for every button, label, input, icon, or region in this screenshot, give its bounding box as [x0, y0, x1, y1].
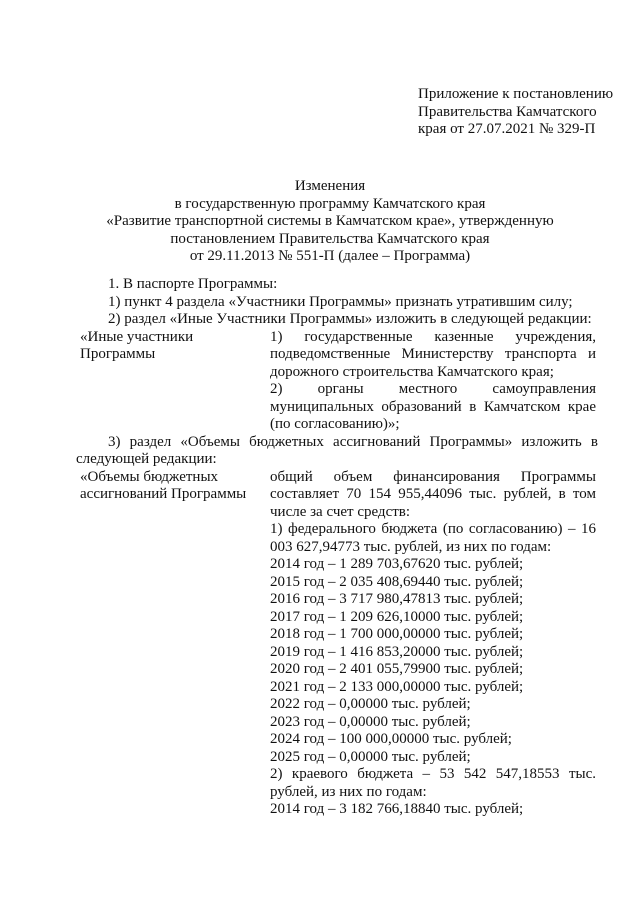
title-line-4: постановлением Правительства Камчатского края: [170, 230, 490, 247]
table-budget: [76, 469, 598, 819]
participant-item-2: 2) органы местного самоуправления муниципальных образований в Камчатском крае (по согласованию)»;: [270, 381, 596, 432]
approval-block: [418, 86, 633, 139]
budget-year-line: 2018 год – 1 700 000,00000 тыс. рублей;: [270, 626, 524, 642]
approval-line-2: Правительства Камчатского: [418, 103, 597, 120]
budget-year-line: 2019 год – 1 416 853,20000 тыс. рублей;: [270, 643, 524, 660]
table-label-other-participants: «Иные участники Программы: [80, 328, 194, 362]
document-title: [60, 178, 600, 266]
table-value-other-participants: [270, 329, 596, 434]
budget-regional: 2) краевого бюджета – 53 542 547,18553 тыс. рублей, из них по годам:: [270, 766, 596, 800]
budget-year-line: 2017 год – 1 209 626,10000 тыс. рублей;: [270, 608, 524, 625]
section-1-heading: 1. В паспорте Программы:: [108, 276, 278, 292]
document-body: [76, 276, 598, 819]
participant-item-1: 1) государственные казенные учреждения, подведомственные Министерству транспорта и дорожного строительства Камчатского края;: [270, 328, 596, 380]
budget-year-line: 2022 год – 0,00000 тыс. рублей;: [270, 696, 471, 712]
budget-year-line: 2020 год – 2 401 055,79900 тыс. рублей;: [270, 661, 524, 677]
budget-year-line: 2021 год – 2 133 000,00000 тыс. рублей;: [270, 678, 524, 695]
budget-year-line: 2014 год – 1 289 703,67620 тыс. рублей;: [270, 556, 524, 572]
title-line-5: от 29.11.2013 № 551-П (далее – Программа): [189, 248, 471, 264]
budget-regional-year-line: 2014 год – 3 182 766,18840 тыс. рублей;: [270, 801, 524, 817]
title-line-2: в государственную программу Камчатского края: [174, 195, 486, 212]
budget-year-line: 2025 год – 0,00000 тыс. рублей;: [270, 748, 471, 765]
budget-year-line: 2015 год – 2 035 408,69440 тыс. рублей;: [270, 573, 524, 590]
subitem-1: 1) пункт 4 раздела «Участники Программы» признать утратившим силу;: [108, 293, 573, 310]
table-value-budget: [270, 469, 596, 819]
budget-federal: 1) федерального бюджета (по согласованию) – 16 003 627,94773 тыс. рублей, из них по годам:: [270, 521, 596, 555]
subitem-2: 2) раздел «Иные Участники Программы» изложить в следующей редакции:: [108, 311, 592, 327]
budget-year-line: 2024 год – 100 000,00000 тыс. рублей;: [270, 731, 512, 747]
approval-line-1: Приложение к постановлению: [418, 86, 614, 102]
subitem-3: 3) раздел «Объемы бюджетных ассигнований Программы» изложить в следующей редакции:: [76, 433, 598, 467]
budget-year-line: 2016 год – 3 717 980,47813 тыс. рублей;: [270, 591, 524, 607]
table-label-budget: «Объемы бюджетных ассигнований Программы: [80, 468, 247, 502]
budget-year-line: 2023 год – 0,00000 тыс. рублей;: [270, 713, 471, 730]
title-line-3: «Развитие транспортной системы в Камчатском крае», утвержденную: [106, 213, 554, 229]
budget-intro: общий объем финансирования Программы составляет 70 154 955,44096 тыс. рублей, в том числе за счет средств:: [270, 468, 596, 520]
title-line-1: Изменения: [294, 178, 366, 194]
approval-line-3: края от 27.07.2021 № 329-П: [418, 121, 596, 137]
table-other-participants: [76, 329, 598, 434]
